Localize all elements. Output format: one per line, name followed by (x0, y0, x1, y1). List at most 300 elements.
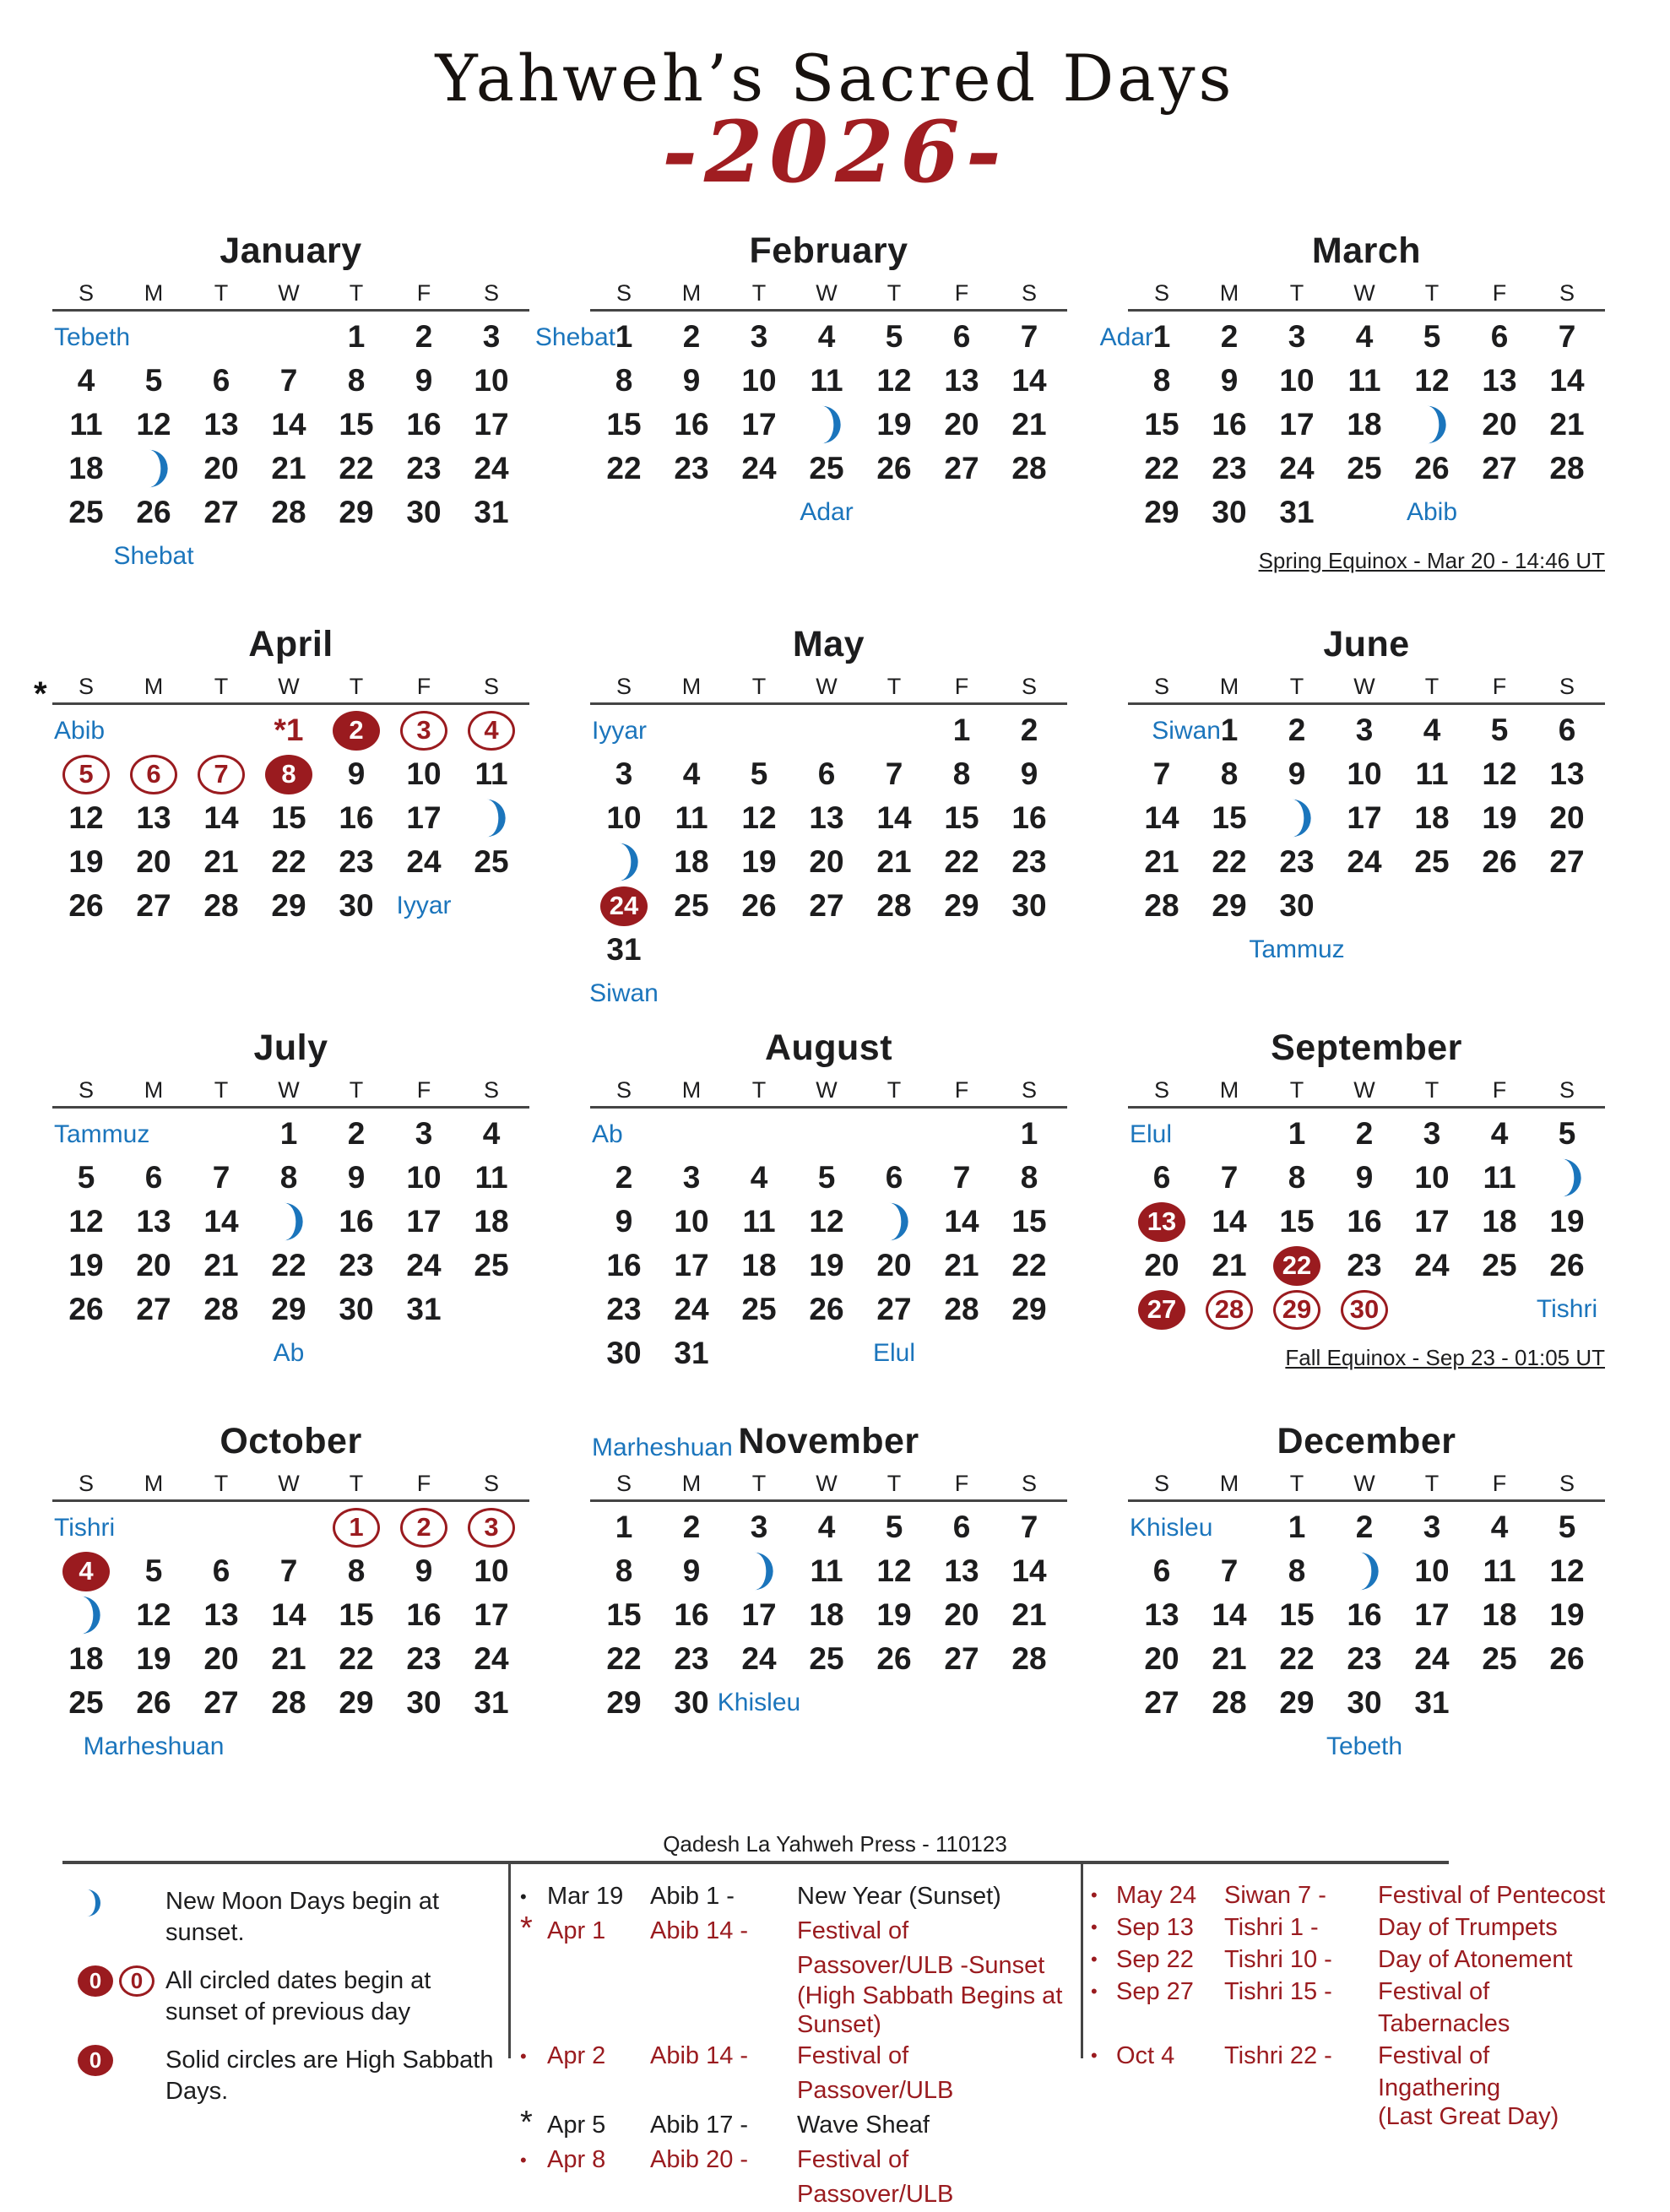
date-cell (928, 359, 995, 403)
date: 3 (750, 319, 768, 354)
festival-entry (1091, 2040, 1618, 2131)
weekday-letter: M (144, 280, 164, 306)
entry-hebrew-date: Abib 14 - (650, 2042, 749, 2069)
date: 11 (1415, 756, 1449, 791)
date-cell (255, 752, 323, 796)
date: 9 (1288, 756, 1306, 791)
header-rule (52, 1499, 529, 1502)
date-cell (458, 315, 525, 359)
date-cell (1533, 884, 1601, 928)
date-cell (458, 1112, 525, 1156)
hebrew-month-label: Iyyar (592, 717, 648, 745)
date-cell (255, 1244, 323, 1288)
date-cell (793, 1549, 860, 1593)
week-row (590, 884, 1067, 928)
date-cell (1326, 1725, 1403, 1769)
date: 11 (1483, 1553, 1516, 1588)
weekday-letter: S (1021, 1471, 1037, 1496)
date-cell (1331, 315, 1398, 359)
date: 2 (682, 319, 701, 354)
date-cell (1398, 447, 1466, 491)
date-cell (390, 403, 458, 447)
date: 11 (810, 363, 843, 398)
week-row (590, 1331, 1067, 1375)
date: 20 (1549, 800, 1585, 835)
date-cell (995, 359, 1063, 403)
date-cell (1398, 491, 1466, 534)
date-cell (1263, 1725, 1331, 1769)
weekday-letter: S (1153, 1471, 1169, 1496)
date-cell (1128, 1549, 1196, 1593)
date-cell (390, 1112, 458, 1156)
date-cell (323, 796, 390, 840)
date-cell (1196, 403, 1263, 447)
month-title: December (1277, 1421, 1456, 1461)
date: 31 (406, 1292, 442, 1326)
date: 11 (675, 800, 708, 835)
weekday-letter: S (615, 280, 632, 306)
hebrew-month-label: Adar (1099, 323, 1153, 351)
date: 7 (1220, 1160, 1239, 1195)
date: 26 (876, 451, 912, 485)
date-cell (52, 491, 120, 534)
weekday-letter: W (278, 674, 300, 699)
date-cell (1466, 840, 1533, 884)
date: 21 (203, 844, 239, 879)
new-moon-icon (1549, 1157, 1585, 1199)
date-cell (1263, 1156, 1331, 1200)
weekday-letter: T (887, 1077, 902, 1103)
date: 26 (741, 888, 777, 923)
date: 11 (474, 756, 508, 791)
date-cell (120, 359, 187, 403)
weekday-letter: S (78, 674, 94, 699)
date-cell (1128, 1244, 1196, 1288)
date: 20 (136, 1248, 171, 1282)
date-cell (323, 1112, 390, 1156)
date-cell (860, 928, 928, 972)
date: 8 (347, 363, 366, 398)
date: 24 (741, 451, 777, 485)
circled-date: 2 (400, 1508, 447, 1548)
entry-marker: • (1091, 1949, 1098, 1970)
date-cell (590, 884, 658, 928)
date-cell (1398, 315, 1466, 359)
date-cell (390, 1200, 458, 1244)
weekday-header (52, 1077, 529, 1106)
date-cell (1533, 447, 1601, 491)
festival-entry (1091, 1944, 1618, 1976)
date: 1 (1220, 713, 1239, 747)
date: 22 (606, 1641, 642, 1676)
date-cell (187, 1505, 255, 1549)
date-cell (793, 359, 860, 403)
date-cell (255, 1593, 323, 1637)
date: 24 (741, 1641, 777, 1676)
date-cell (1533, 1593, 1601, 1637)
weekday-letter: T (349, 1471, 364, 1496)
date: 7 (1020, 319, 1038, 354)
date: 15 (1279, 1204, 1315, 1239)
date: 30 (606, 1336, 642, 1370)
date: 1 (615, 319, 633, 354)
date: 8 (615, 363, 633, 398)
date-cell (1398, 796, 1466, 840)
entry-description: Festival of Ingathering (1378, 2042, 1501, 2101)
weekday-letter: S (78, 280, 94, 306)
date-cell (793, 1593, 860, 1637)
date-cell (390, 447, 458, 491)
date-cell (860, 315, 928, 359)
week-row (52, 491, 529, 534)
date-cell (1398, 1156, 1466, 1200)
date-cell (1263, 1505, 1331, 1549)
date: 12 (1414, 363, 1450, 398)
date: 18 (1482, 1597, 1517, 1632)
date: 10 (1347, 756, 1382, 791)
date-cell (928, 928, 995, 972)
date-cell (390, 1725, 458, 1769)
date: 5 (144, 1553, 163, 1588)
date-cell (390, 359, 458, 403)
date: 17 (741, 407, 777, 442)
date: 9 (615, 1204, 633, 1239)
date-cell (590, 1244, 658, 1288)
date: 11 (1347, 363, 1381, 398)
date-cell (255, 403, 323, 447)
week-row (1128, 1637, 1605, 1681)
date: 20 (1482, 407, 1517, 442)
date-cell (658, 796, 725, 840)
date: 18 (1482, 1204, 1517, 1239)
date: 7 (1558, 319, 1576, 354)
date-cell (458, 708, 525, 752)
date-cell (1398, 1244, 1466, 1288)
date-cell (187, 1331, 255, 1375)
week-row (1128, 840, 1605, 884)
date: 10 (674, 1204, 709, 1239)
month-december (1128, 1421, 1605, 1803)
week-row (52, 1331, 529, 1375)
month-title: August (764, 1027, 893, 1068)
date-cell (1466, 1725, 1533, 1769)
date-cell (1331, 447, 1398, 491)
date-cell (1398, 928, 1466, 972)
header-rule (1128, 1499, 1605, 1502)
date-cell (458, 1681, 525, 1725)
date-cell (458, 491, 525, 534)
date-cell (725, 491, 793, 534)
date-cell (725, 1637, 793, 1681)
date-cell (323, 403, 390, 447)
weekday-letter: T (349, 280, 364, 306)
date-cell (255, 840, 323, 884)
date-cell (255, 315, 323, 359)
weekday-letter: F (954, 1471, 969, 1496)
date-cell (928, 1681, 995, 1725)
date-cell (52, 359, 120, 403)
date-cell (390, 1681, 458, 1725)
date-cell (323, 491, 390, 534)
hebrew-month-label: Ab (592, 1120, 623, 1148)
date-cell (658, 403, 725, 447)
entry-marker: * (520, 1911, 533, 1946)
date-cell (52, 1681, 120, 1725)
date-cell (995, 403, 1063, 447)
date-cell (590, 1200, 658, 1244)
date: 23 (1011, 844, 1047, 879)
month-july (52, 1027, 529, 1409)
date-cell (52, 752, 120, 796)
new-moon-icon (809, 404, 844, 446)
date-cell (323, 447, 390, 491)
hebrew-month-label: Elul (1130, 1120, 1173, 1148)
date-cell (793, 1200, 860, 1244)
date-cell (1398, 1549, 1466, 1593)
date-grid (52, 708, 529, 928)
date: 14 (1212, 1204, 1247, 1239)
weekday-header (52, 280, 529, 309)
date-cell (995, 1112, 1063, 1156)
date-cell (120, 1637, 187, 1681)
weekday-header (1128, 674, 1605, 702)
date: 19 (136, 1641, 171, 1676)
date: 24 (474, 1641, 509, 1676)
date-cell (928, 1593, 995, 1637)
date-cell (1128, 840, 1196, 884)
header-rule (1128, 309, 1605, 312)
calendar-grid (34, 230, 1618, 1803)
date: 25 (1482, 1248, 1517, 1282)
legend-item (78, 2045, 498, 2107)
week-row (1128, 315, 1605, 359)
date: 14 (1212, 1597, 1247, 1632)
week-row (52, 1288, 529, 1331)
date-cell (255, 534, 323, 578)
date-cell (1398, 1288, 1466, 1331)
week-row (52, 403, 529, 447)
weekday-letter: F (416, 1077, 431, 1103)
date: 24 (406, 1248, 442, 1282)
date-cell (995, 708, 1063, 752)
circled-date: 29 (1273, 1290, 1320, 1330)
month-may (590, 624, 1067, 1016)
date-grid (534, 315, 1067, 534)
date: 18 (68, 451, 104, 485)
date-cell (1196, 1637, 1263, 1681)
header-rule (590, 309, 1067, 312)
festival-entry (520, 2143, 1071, 2212)
weekday-letter: W (1353, 280, 1375, 306)
date-cell (52, 1593, 120, 1637)
date-cell (793, 1112, 860, 1156)
date: 21 (1549, 407, 1585, 442)
date-cell (113, 534, 194, 578)
date: 26 (876, 1641, 912, 1676)
date-cell (120, 447, 187, 491)
date-cell (1196, 796, 1263, 840)
date: 18 (474, 1204, 509, 1239)
weekday-header (590, 674, 1067, 702)
date-cell (658, 1593, 725, 1637)
month-title: September (1271, 1027, 1462, 1068)
date-cell (323, 1505, 390, 1549)
weekday-letter: M (681, 1077, 702, 1103)
weekday-letter: T (751, 1471, 767, 1496)
date-cell (995, 491, 1063, 534)
weekday-letter: S (483, 1471, 499, 1496)
new-moon-icon (271, 1201, 306, 1243)
weekday-header (1128, 280, 1605, 309)
date-cell (793, 928, 860, 972)
entry-description: Festival of Passover/ULB (797, 2042, 954, 2104)
date: 23 (339, 844, 374, 879)
date-cell (255, 1112, 323, 1156)
date-cell (1398, 1112, 1466, 1156)
high-sabbath-date: 8 (265, 755, 312, 794)
date-cell (928, 315, 995, 359)
date: 25 (68, 495, 104, 529)
date-cell (1466, 1244, 1533, 1288)
weekday-letter: S (483, 280, 499, 306)
weekday-letter: T (1424, 674, 1440, 699)
weekday-letter: M (681, 674, 702, 699)
header-rule (52, 1106, 529, 1109)
date: 30 (339, 888, 374, 923)
date-cell (658, 1637, 725, 1681)
date: 27 (809, 888, 844, 923)
date-cell (1398, 752, 1466, 796)
date-cell (52, 884, 120, 928)
date-cell (1331, 1681, 1398, 1725)
date: 24 (674, 1292, 709, 1326)
date-cell (1331, 1288, 1398, 1331)
date: 12 (1482, 756, 1517, 791)
date: 30 (339, 1292, 374, 1326)
date-cell (590, 840, 658, 884)
entry-date: Sep 22 (1116, 1946, 1194, 1973)
weekday-letter: T (1424, 1471, 1440, 1496)
date: 2 (1355, 1510, 1374, 1544)
date: 25 (1414, 844, 1450, 879)
entry-hebrew-date: Abib 17 - (650, 2112, 749, 2139)
date-cell (390, 1288, 458, 1331)
weekday-letter: W (1353, 1471, 1375, 1496)
week-row (52, 708, 529, 752)
date: 7 (279, 363, 298, 398)
date-cell (793, 884, 860, 928)
entry-date: Apr 1 (547, 1917, 606, 1944)
date-cell (120, 1288, 187, 1331)
date-cell (658, 447, 725, 491)
date-cell (1466, 403, 1533, 447)
date-cell (1466, 1200, 1533, 1244)
date-cell (52, 796, 120, 840)
date: 23 (1279, 844, 1315, 879)
date-cell (725, 796, 793, 840)
date-cell (187, 1200, 255, 1244)
date-cell (187, 708, 255, 752)
date-cell (187, 1549, 255, 1593)
date: 8 (952, 756, 971, 791)
date-cell (1331, 796, 1398, 840)
date: 22 (339, 451, 374, 485)
date-cell (120, 752, 187, 796)
date-cell (860, 1331, 928, 1375)
date-cell (323, 1244, 390, 1288)
date: 14 (1549, 363, 1585, 398)
circled-date: 7 (198, 755, 245, 794)
date-cell (458, 840, 525, 884)
date: 30 (1347, 1685, 1382, 1720)
date: 15 (1279, 1597, 1315, 1632)
date: 25 (68, 1685, 104, 1720)
date-cell (590, 796, 658, 840)
date-cell (1196, 491, 1263, 534)
date: 16 (406, 407, 442, 442)
date-cell (120, 491, 187, 534)
date: 12 (68, 1204, 104, 1239)
date: 12 (136, 407, 171, 442)
date-cell (1466, 1681, 1533, 1725)
month-march (1099, 230, 1605, 612)
header-rule (590, 1106, 1067, 1109)
date: 17 (406, 1204, 442, 1239)
week-row (1128, 1244, 1605, 1288)
date-cell (187, 796, 255, 840)
date-grid (590, 1505, 1067, 1725)
week-row (590, 840, 1067, 884)
week-row (1128, 1200, 1605, 1244)
date: 3 (1423, 1116, 1441, 1151)
date-cell (928, 1637, 995, 1681)
week-row (1128, 1288, 1605, 1331)
weekday-letter: T (751, 280, 767, 306)
date-cell (928, 1156, 995, 1200)
date: 13 (136, 800, 171, 835)
date: 29 (1279, 1685, 1315, 1720)
date-cell (52, 1288, 120, 1331)
date-cell (1263, 359, 1331, 403)
date: 16 (1212, 407, 1247, 442)
date-cell (187, 1725, 255, 1769)
date: 14 (203, 800, 239, 835)
date-cell (860, 1244, 928, 1288)
new-moon-icon (1279, 797, 1315, 839)
date-cell (860, 1156, 928, 1200)
date-cell (725, 1549, 793, 1593)
date: 3 (682, 1160, 701, 1195)
week-row (590, 1637, 1067, 1681)
date: 16 (1347, 1204, 1382, 1239)
date-cell (458, 534, 525, 578)
date: 15 (339, 1597, 374, 1632)
weekday-letter: T (751, 674, 767, 699)
week-row (1128, 796, 1605, 840)
date: 16 (339, 1204, 374, 1239)
date: 6 (144, 1160, 163, 1195)
date-cell (1331, 1156, 1398, 1200)
date: 1 (615, 1510, 633, 1544)
date-cell (1128, 1593, 1196, 1637)
week-row (1128, 447, 1605, 491)
date-cell (725, 1112, 793, 1156)
date-cell (1398, 1593, 1466, 1637)
date-cell (323, 1200, 390, 1244)
date: 22 (339, 1641, 374, 1676)
date-cell (793, 403, 860, 447)
date: 12 (741, 800, 777, 835)
